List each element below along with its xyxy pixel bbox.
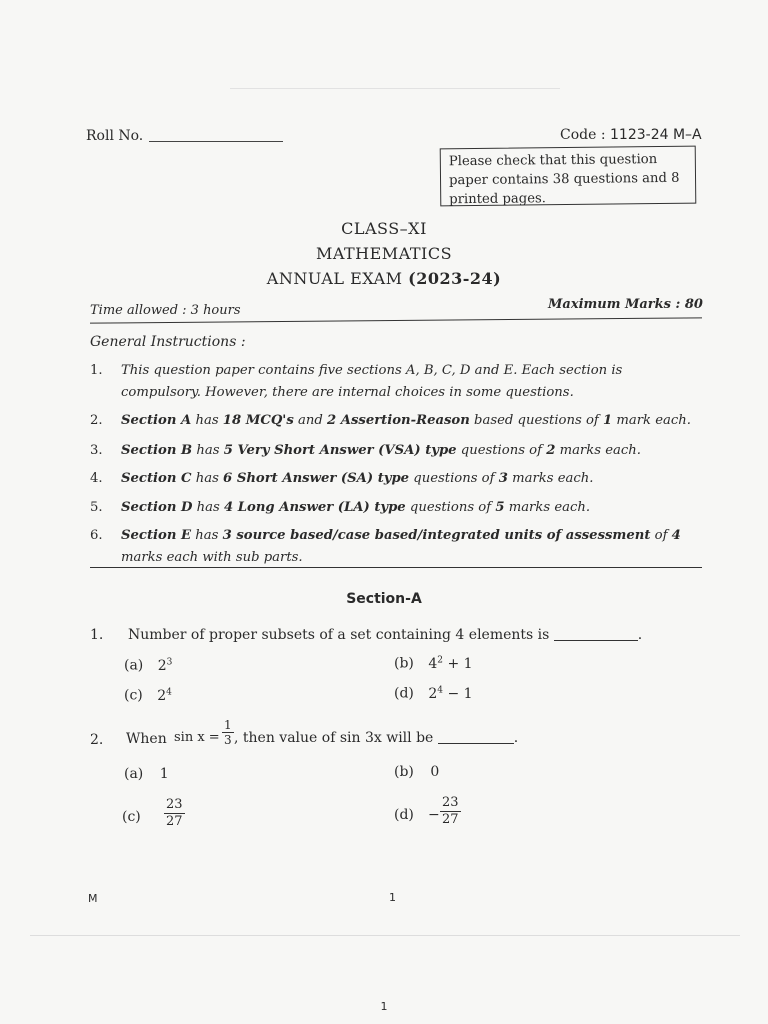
class-title: CLASS–XI (341, 219, 427, 238)
option-value: $\frac{23}{27}$ (166, 797, 183, 829)
instruction-number: 4. (90, 471, 103, 486)
section-heading: Section-A (346, 591, 422, 607)
question-text: Number of proper subsets of a set containing 4 elements is . (128, 627, 643, 643)
divider (90, 317, 702, 323)
roll-blank (149, 141, 283, 142)
option-value: $2^4$ (157, 687, 172, 704)
divider (90, 567, 702, 568)
scan-edge-bottom (30, 935, 740, 936)
maximum-marks: Maximum Marks : 80 (548, 297, 703, 312)
scan-edge-top (230, 88, 560, 89)
instruction-number: 6. (90, 528, 103, 543)
option-value: $\frac{23}{27}$ (442, 795, 459, 827)
exam-page: Roll No. Code : 1123-24 M–A Please check that this question paper contains 38 questions and 8 printed pages. CLASS–XI MATHEMATICS ANNUAL EXAM (2023-24) Time allowed : 3 hours Maximum Marks : 80 General Instructions : 1. This question paper contains five sections A, B, C, D and E. Each section is compulsory. However, there are internal choices in some questions. 2. Section A has 18 MCQ's and 2 Assertion-Reason based questions of 1 mark each. 3. Section B has 5 Very Short Answer (VSA) type questions of 2 marks each. 4. Section C has 6 Short Answer (SA) type questions of 3 marks each. 5. Section D has 4 Long Answer (LA) type questions of 5 marks each. 6. Section E has 3 source based/case based/integrated units of assessment of 4 marks each with sub parts. Section-A 1. Number of proper subsets of a set containing 4 elements is . (a) $2^3$ (b) $4^2 + 1$ (c) $2^4$ (d) $2^4 - 1$ 2. When sin x = $\frac{1}{3}$ , then value of sin 3x will be . (a) 1 (b) 0 (c) $\frac{23}{27}$ (d) − $\frac{23}{27}$ M 1 1 (0, 0, 768, 1024)
instructions-heading: General Instructions : (90, 334, 246, 350)
instruction-item (90, 497, 710, 519)
page-number: 1 (380, 1000, 388, 1013)
instruction-number: 5. (90, 500, 103, 515)
option-label: (c) (122, 809, 141, 825)
instruction-text: This question paper contains five sections A, B, C, D and E. Each section is compulsory. However, there are internal choices in some questions. (121, 363, 623, 400)
option-value: 0 (430, 764, 440, 780)
instruction-item (90, 410, 710, 432)
instruction-number: 3. (90, 443, 103, 458)
option-label: (d) (394, 685, 414, 702)
instruction-number: 2. (90, 413, 103, 428)
footer-code: M (88, 892, 98, 905)
question-number: 1. (90, 627, 104, 643)
subject-title: MATHEMATICS (315, 244, 453, 263)
instruction-text: Section B has 5 Very Short Answer (VSA) type questions of 2 marks each. (121, 443, 641, 458)
option (124, 766, 169, 782)
option (124, 657, 172, 674)
option (394, 685, 473, 702)
option-value: $2^4 - 1$ (428, 685, 473, 702)
instruction-item (90, 525, 710, 569)
code-value: 1123-24 M–A (610, 127, 702, 143)
instruction-item (90, 468, 710, 490)
question-text: When sin x = $\frac{1}{3}$ , then value of sin 3x will be . (126, 718, 519, 747)
option (394, 655, 473, 672)
instruction-number: 1. (90, 363, 103, 378)
roll-label: Roll No. (86, 128, 144, 144)
page-check-notice: Please check that this question paper contains 38 questions and 8 printed pages. (440, 146, 697, 207)
exam-title (0, 269, 768, 288)
option-label: (b) (394, 655, 414, 672)
option-label: (a) (124, 657, 144, 674)
option-value: 1 (159, 766, 169, 782)
exam-year: (2023-24) (408, 269, 502, 288)
option (394, 764, 439, 780)
time-allowed: Time allowed : 3 hours (90, 303, 241, 318)
instruction-item (90, 440, 710, 462)
paper-code (560, 127, 702, 143)
option-value: $4^2 + 1$ (428, 655, 473, 672)
instruction-item (90, 360, 710, 404)
answer-blank (554, 640, 638, 641)
roll-number (86, 128, 283, 144)
answer-blank (438, 743, 514, 744)
option-label: (a) (124, 766, 144, 782)
instruction-text: Section C has 6 Short Answer (SA) type questions of 3 marks each. (121, 471, 594, 486)
instruction-text: Section D has 4 Long Answer (LA) type questions of 5 marks each. (121, 500, 591, 515)
option (124, 687, 172, 704)
question-number: 2. (90, 732, 104, 748)
instruction-text: Section E has 3 source based/case based/integrated units of assessment of 4 marks each with sub parts. (121, 528, 681, 565)
option-label: (d) (394, 807, 414, 823)
instruction-text: Section A has 18 MCQ's and 2 Assertion-Reason based questions of 1 mark each. (121, 413, 691, 428)
option-label: (b) (394, 764, 414, 780)
footer-page: 1 (389, 891, 396, 904)
code-label: Code : (560, 127, 606, 143)
fraction: $\frac{1}{3}$ (224, 718, 232, 747)
option-label: (c) (124, 687, 143, 704)
option-value: $2^3$ (157, 657, 173, 674)
exam-name: ANNUAL EXAM (266, 269, 403, 288)
